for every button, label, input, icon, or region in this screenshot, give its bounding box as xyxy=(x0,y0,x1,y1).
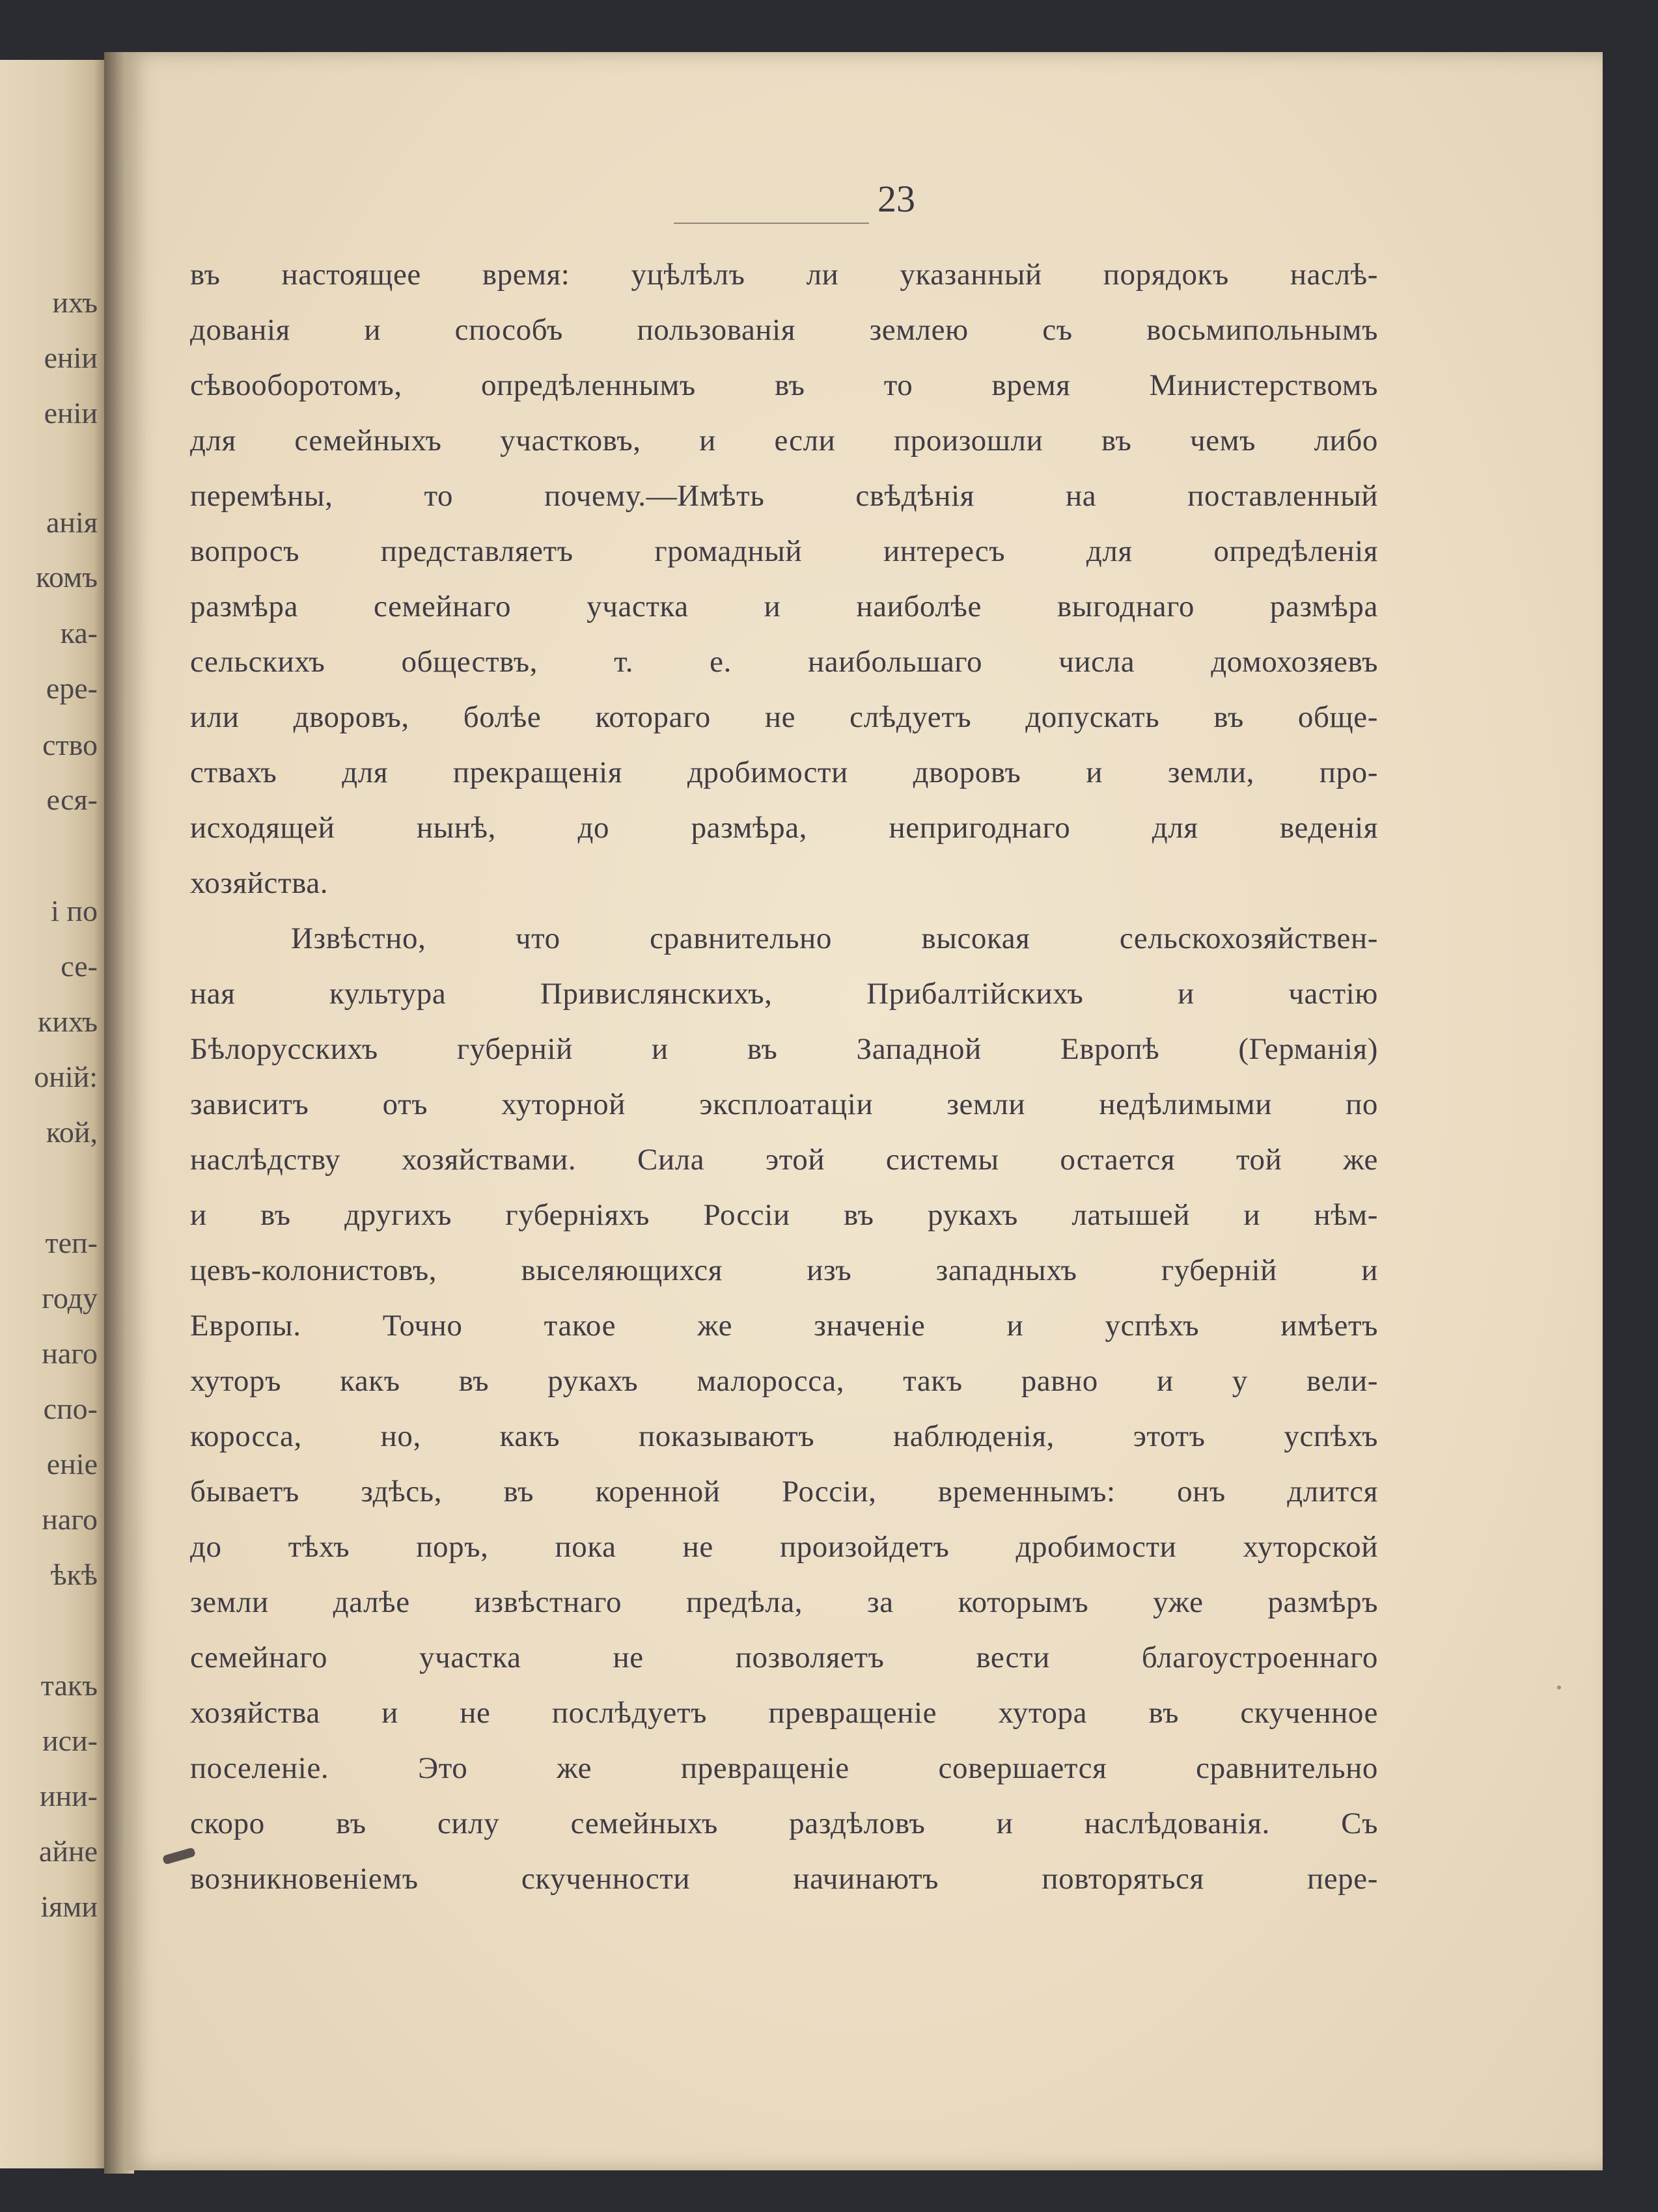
text-line: Бѣлорусскихъ губерній и въ Западной Европѣ (Германія) xyxy=(190,1032,1378,1066)
prev-page-fragment: ка- xyxy=(60,616,98,649)
text-line: или дворовъ, болѣе котораго не слѣдуетъ допускать въ обще- xyxy=(190,700,1378,734)
text-line: дованія и способъ пользованія землею съ восьмипольнымъ xyxy=(190,313,1378,347)
prev-page-fragment: еніи xyxy=(44,396,98,430)
text-line: перемѣны, то почему.—Имѣть свѣдѣнія на поставленный xyxy=(190,479,1378,513)
text-line: до тѣхъ поръ, пока не произойдетъ дробимости хуторской xyxy=(190,1530,1378,1564)
paper-speck xyxy=(1557,1686,1561,1689)
page-number-rule xyxy=(674,223,869,224)
text-line: для семейныхъ участковъ, и если произошли въ чемъ либо xyxy=(190,424,1378,457)
text-line: земли далѣе извѣстнаго предѣла, за которымъ уже размѣръ xyxy=(190,1585,1378,1619)
prev-page-fragment: і по xyxy=(51,894,98,927)
text-line: вопросъ представляетъ громадный интересъ для опредѣленія xyxy=(190,534,1378,568)
prev-page-fragment: спо- xyxy=(43,1392,98,1425)
prev-page-fragment: наго xyxy=(42,1337,98,1370)
prev-page-fragment: кой, xyxy=(46,1115,98,1149)
prev-page-fragment: еся- xyxy=(46,783,98,816)
text-line: хозяйства. xyxy=(190,866,329,900)
text-line: сѣвооборотомъ, опредѣленнымъ въ то время Министерствомъ xyxy=(190,368,1378,402)
prev-page-fragment: се- xyxy=(61,949,98,983)
prev-page-fragment: комъ xyxy=(35,560,98,594)
paragraph-first-line: Извѣстно, что сравнительно высокая сельскохозяйствен- xyxy=(291,922,1378,955)
page-body-text xyxy=(190,247,1378,1907)
book-page xyxy=(125,52,1603,2170)
prev-page-fragment: году xyxy=(42,1281,98,1315)
previous-page-edge xyxy=(0,60,117,2168)
prev-page-fragment: иси- xyxy=(42,1724,98,1757)
text-line: возникновеніемъ скученности начинаютъ повторяться пере- xyxy=(190,1862,1378,1896)
prev-page-fragment: ини- xyxy=(39,1779,98,1812)
text-line: хозяйства и не послѣдуетъ превращеніе хутора въ скученное xyxy=(190,1696,1378,1730)
prev-page-fragment: еніе xyxy=(46,1447,98,1481)
text-line: цевъ-колонистовъ, выселяющихся изъ западныхъ губерній и xyxy=(190,1253,1378,1287)
text-line: ная культура Привислянскихъ, Прибалтійскихъ и частію xyxy=(190,977,1378,1011)
prev-page-fragment: такъ xyxy=(40,1669,98,1702)
text-line: бываетъ здѣсь, въ коренной Россіи, временнымъ: онъ длится xyxy=(190,1475,1378,1509)
text-line: наслѣдству хозяйствами. Сила этой системы остается той же xyxy=(190,1143,1378,1177)
text-line: Европы. Точно такое же значеніе и успѣхъ имѣетъ xyxy=(190,1309,1378,1343)
text-line: хуторъ какъ въ рукахъ малоросса, такъ равно и у вели- xyxy=(190,1364,1378,1398)
text-line: въ настоящее время: уцѣлѣлъ ли указанный порядокъ наслѣ- xyxy=(190,258,1378,292)
text-line: коросса, но, какъ показываютъ наблюденія, этотъ успѣхъ xyxy=(190,1419,1378,1453)
text-line: сельскихъ обществъ, т. е. наибольшаго числа домохозяевъ xyxy=(190,645,1378,679)
text-line: семейнаго участка не позволяетъ вести благоустроеннаго xyxy=(190,1641,1378,1674)
text-line: исходящей нынѣ, до размѣра, непригоднаго для веденія xyxy=(190,811,1378,845)
prev-page-fragment: еніи xyxy=(44,341,98,374)
previous-page-text xyxy=(0,60,98,2168)
prev-page-fragment: іями xyxy=(40,1890,98,1923)
text-line: скоро въ силу семейныхъ раздѣловъ и наслѣдованія. Съ xyxy=(190,1807,1378,1840)
page-number: 23 xyxy=(877,178,915,220)
text-line: зависитъ отъ хуторной эксплоатаціи земли недѣлимыми по xyxy=(190,1087,1378,1121)
text-line: поселеніе. Это же превращеніе совершается сравнительно xyxy=(190,1751,1378,1785)
prev-page-fragment: кихъ xyxy=(38,1005,98,1038)
prev-page-fragment: ере- xyxy=(46,672,98,705)
text-line: и въ другихъ губерніяхъ Россіи въ рукахъ латышей и нѣм- xyxy=(190,1198,1378,1232)
prev-page-fragment: ихъ xyxy=(52,286,98,319)
prev-page-fragment: ство xyxy=(42,728,98,761)
prev-page-fragment: оній: xyxy=(34,1060,98,1093)
prev-page-fragment: наго xyxy=(42,1503,98,1536)
text-line: ствахъ для прекращенія дробимости дворовъ и земли, про- xyxy=(190,756,1378,789)
prev-page-fragment: теп- xyxy=(45,1226,98,1259)
prev-page-fragment: айне xyxy=(38,1835,98,1868)
prev-page-fragment: ѣкѣ xyxy=(50,1558,98,1591)
prev-page-fragment: анія xyxy=(46,506,98,539)
text-line: размѣра семейнаго участка и наиболѣе выгоднаго размѣра xyxy=(190,590,1378,623)
